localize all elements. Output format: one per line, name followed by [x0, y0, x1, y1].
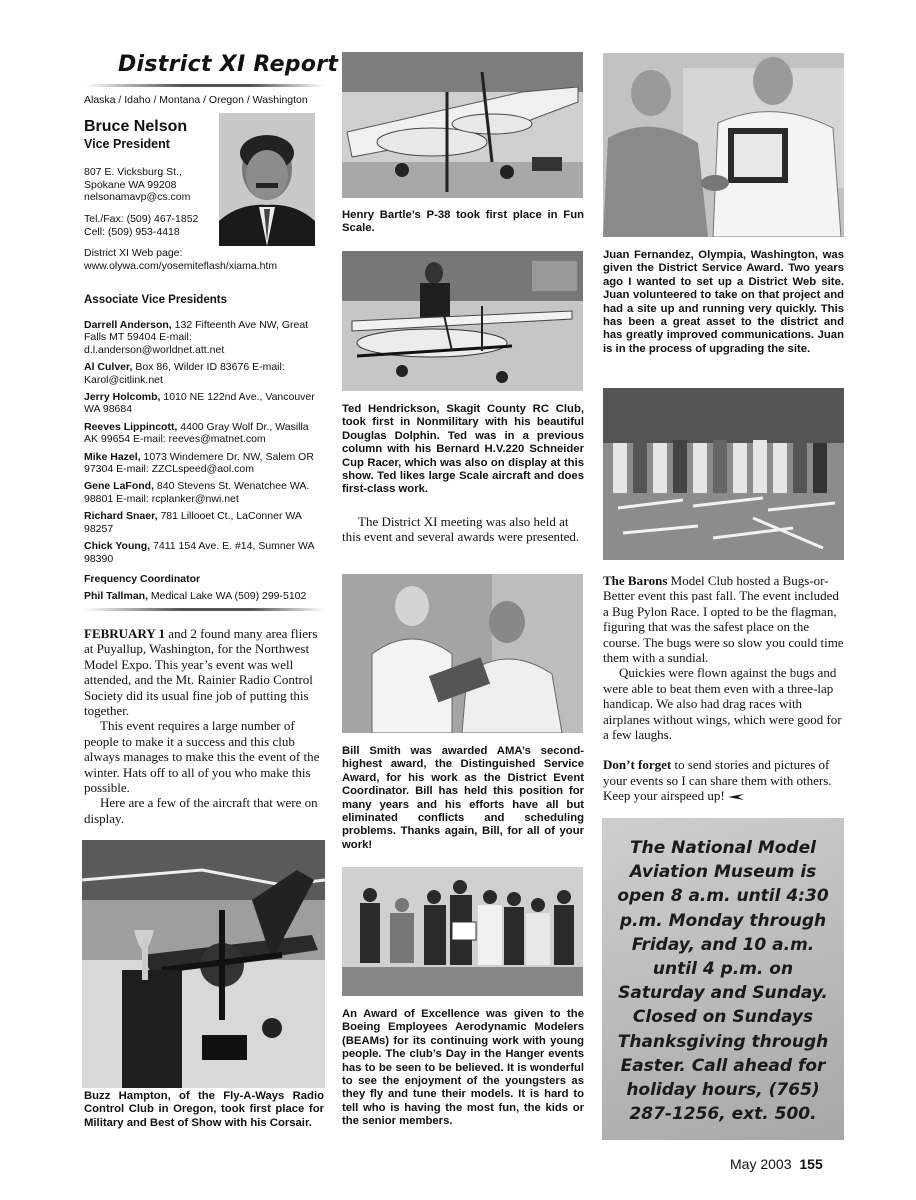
article-lead: FEBRUARY 1	[84, 626, 166, 641]
associate-name: Reeves Lippincott,	[84, 420, 178, 433]
associate-name: Gene LaFond,	[84, 480, 155, 493]
article-paragraph: Here are a few of the aircraft that were on display.	[84, 795, 318, 826]
associate-info: 132 Fifteenth Ave NW, Great Falls MT 59404 E-mail: d.l.anderson@worldnet.att.net	[84, 319, 309, 356]
vp-email: nelsonamavp@cs.com	[84, 191, 191, 203]
article-paragraph: The District XI meeting was also held at this event and several awards were presented.	[342, 514, 580, 545]
associate-entry	[84, 451, 324, 476]
associate-entry	[84, 361, 324, 386]
associate-info: 1010 NE 122nd Ave., Vancouver WA 98684	[84, 391, 315, 416]
article-meeting	[342, 514, 584, 545]
frequency-coordinator	[84, 590, 324, 602]
vp-address	[84, 166, 190, 204]
caption-fernandez: Juan Fernandez, Olympia, Washington, was given the District Service Award. Two years ago I wanted to set up a District Web site. Juan volunteered to take on that project and had a site up and running very quickly. This has been a great asset to the district and has greatly improved communications. Juan is in the process of upgrading the site.	[603, 249, 844, 355]
caption-bartle: Henry Bartle’s P-38 took first place in Fun Scale.	[342, 209, 584, 235]
article-paragraph: Quickies were flown against the bugs and were able to beat them even with a three-lap handicap. We also had drag races with airplanes without wings, which were good for a few laughs.	[603, 665, 842, 743]
associate-info: 840 Stevens St. Wenatchee WA. 98801 E-mail: rcplanker@nwi.net	[84, 480, 310, 505]
article-paragraph: Don’t forget to send stories and pictures of your events so I can share them with others. Keep your airspeed up!	[603, 757, 832, 804]
associate-info: Box 86, Wilder ID 83676 E-mail: Karol@citlink.net	[84, 361, 285, 386]
article-paragraph: This event requires a large number of people to make it a success and this club always manages to make this the event of the winter. Hats off to all of you who make this possible.	[84, 718, 320, 796]
barons-lead: The Barons	[603, 573, 668, 588]
caption-smith: Bill Smith was awarded AMA’s second-highest award, the Distinguished Service Award, for his work as the District Event Coordinator. Bill has held this position for many years and his efforts have all but eliminated conflicts and scheduling problems. Thanks again, Bill, for all of your work!	[342, 745, 584, 851]
vp-web	[84, 247, 277, 272]
frequency-heading: Frequency Coordinator	[84, 572, 201, 585]
museum-notice-text: The National Model Aviation Museum is open 8 a.m. until 4:30 p.m. Monday through Friday, and 10 a.m. until 4 p.m. on Saturday and Sunday. Closed on Sundays Thanksgiving through Easter. Call ahead for holiday hours, (765) 287-1256, ext. 500.	[617, 838, 829, 1125]
associate-name: Mike Hazel,	[84, 450, 141, 463]
associate-name: Chick Young,	[84, 540, 151, 553]
museum-notice-box	[602, 818, 844, 1140]
associate-entry	[84, 319, 324, 356]
caption-hendrickson: Ted Hendrickson, Skagit County RC Club, took first in Nonmilitary with his beautiful Douglas Dolphin. Ted was in a previous column with his Bernard H.V.220 Schneider Cup Racer, which was also on display at this show. Ted likes large Scale aircraft and does first-class work.	[342, 403, 584, 496]
vp-phones	[84, 213, 198, 238]
associate-entry	[84, 540, 324, 565]
associate-name: Jerry Holcomb,	[84, 391, 161, 404]
associate-info: 7411 154 Ave. E. #14, Sumner WA 98390	[84, 540, 314, 565]
dont-forget-lead: Don’t forget	[603, 757, 672, 773]
vp-cell: Cell: (509) 953-4418	[84, 225, 180, 238]
title-rule	[84, 84, 324, 87]
caption-beams: An Award of Excellence was given to the Boeing Employees Aerodynamic Modelers (BEAMs) for its continuing work with young people. The club’s Day in the Hanger events has to be seen to be believed. It is wonderful to see the enjoyment of the youngsters as they fly and tune their models. It is hard to tell who is having the most fun, the kids or the senior members.	[342, 1008, 584, 1128]
vp-role: Vice President	[84, 137, 170, 151]
associate-info: 4400 Gray Wolf Dr., Wasilla AK 99654 E-mail: reeves@matnet.com	[84, 420, 309, 446]
article-paragraph: The Barons Model Club hosted a Bugs-or-Better event this past fall. The event included a Bug Pylon Race. I opted to be the flagman, figuring that was the safest place on the course. The bugs were so slow you could time them with a sundial.	[603, 573, 844, 666]
vp-telfax: Tel./Fax: (509) 467-1852	[84, 213, 199, 225]
report-title: District XI Report	[118, 52, 339, 77]
associate-info: 1073 Windemere Dr. NW, Salem OR 97304 E-mail: ZZCLspeed@aol.com	[84, 450, 314, 476]
associate-name: Darrell Anderson,	[84, 319, 172, 331]
district-states: Alaska / Idaho / Montana / Oregon / Washington	[84, 94, 308, 106]
page-footer	[730, 1156, 823, 1172]
frequency-name: Phil Tallman,	[84, 590, 148, 603]
associates-heading: Associate Vice Presidents	[84, 294, 227, 306]
vp-web-url: www.olywa.com/yosemiteflash/xiama.htm	[84, 259, 278, 272]
vp-portrait-photo	[219, 113, 315, 246]
article-barons	[603, 573, 845, 804]
associate-entry	[84, 480, 324, 505]
bill-smith-photo	[342, 574, 583, 733]
frequency-info: Medical Lake WA (509) 299-5102	[147, 590, 307, 603]
associate-entry	[84, 391, 324, 416]
ama-logo-icon	[728, 793, 744, 801]
page-number: 155	[799, 1156, 823, 1172]
associate-name: Richard Snaer,	[84, 510, 158, 523]
vp-address-line1: 807 E. Vicksburg St.,	[84, 166, 182, 178]
associate-info: 781 Lillooet Ct., LaConner WA 98257	[84, 510, 302, 535]
associate-entry	[84, 510, 324, 535]
associate-entry	[84, 421, 324, 446]
vp-web-label: District XI Web page:	[84, 247, 183, 259]
issue-date: May 2003	[730, 1156, 792, 1172]
article-paragraph: FEBRUARY 1 and 2 found many area fliers at Puyallup, Washington, for the Northwest Model Expo. This year’s event was well attended, and the Mt. Rainier Radio Control Society did its usual fine job of putting this together.	[84, 626, 318, 719]
vp-name: Bruce Nelson	[84, 118, 188, 135]
dolphin-photo	[342, 251, 583, 391]
article-intro	[84, 626, 324, 826]
associate-name: Al Culver,	[84, 361, 133, 374]
barons-photo	[603, 388, 844, 560]
associates-list	[84, 319, 324, 608]
caption-hampton: Buzz Hampton, of the Fly-A-Ways Radio Control Club in Oregon, took first place for Military and Best of Show with his Corsair.	[84, 1090, 324, 1129]
p38-photo	[342, 52, 583, 198]
section-rule	[84, 608, 324, 611]
vp-address-line2: Spokane WA 99208	[84, 178, 177, 191]
fernandez-photo	[603, 53, 844, 237]
corsair-photo	[82, 840, 325, 1088]
beams-photo	[342, 867, 583, 996]
